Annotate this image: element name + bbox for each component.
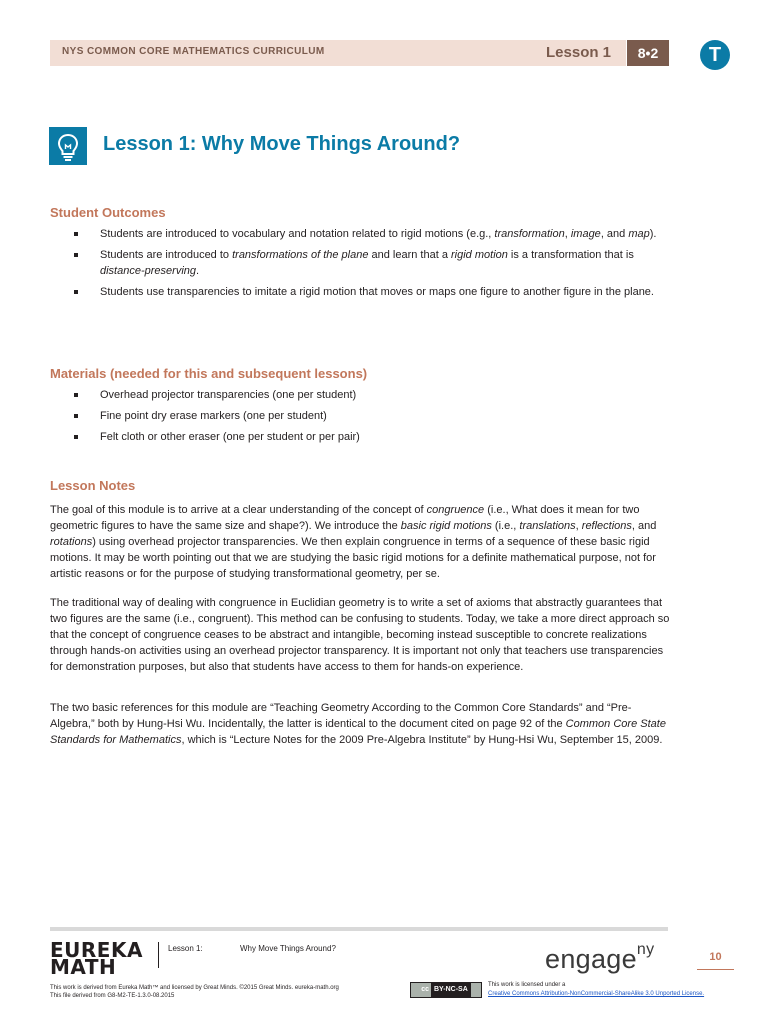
engageny-logo: engage$^{ny}$ bbox=[545, 941, 655, 974]
lesson-notes-heading: Lesson Notes bbox=[50, 478, 136, 493]
grade-module-badge: 8•2 bbox=[627, 40, 669, 66]
eureka-math-logo: EUREKA MATH bbox=[50, 938, 143, 979]
fine-print-copyright: This work is derived from Eureka Math™ and licensed by Great Minds. ©2015 Great Minds. eureka-math.org bbox=[50, 985, 339, 991]
page-number: 10 bbox=[709, 951, 722, 963]
lesson-notes-paragraph: The two basic references for this module are “Teaching Geometry According to the Common Core Standards” and “Pre-Algebra,” both by Hung-Hsi Wu. Incidentally, the latter is identical to the document cited on page 92 of the Common Core State Standards for Mathematics, which is “Lecture Notes for the 2009 Pre-Algebra Institute” by Hung-Hsi Wu, September 15, 2009. bbox=[50, 702, 666, 746]
curriculum-label: NYS COMMON CORE MATHEMATICS CURRICULUM bbox=[62, 46, 325, 57]
footer-lesson-label: Lesson 1: bbox=[168, 944, 203, 953]
materials-heading: Materials (needed for this and subsequent lessons) bbox=[50, 366, 368, 381]
lightbulb-icon bbox=[49, 127, 87, 165]
bullet-icon bbox=[74, 435, 78, 439]
material-item: Felt cloth or other eraser (one per student or per pair) bbox=[72, 429, 672, 445]
bullet-icon bbox=[74, 253, 78, 257]
license-text: This work is licensed under a bbox=[488, 982, 566, 988]
lesson-notes-paragraph: The traditional way of dealing with congruence in Euclidian geometry is to write a set of axioms that abstractly guarantees that two figures are the same (i.e., congruent). This method can be confusing to students. Today, we take a more direct approach so that the concept of congruence ceases to be abstract and intangible, becoming instead susceptible to concrete realizations through hands-on activities using an overhead projector transparency. It is important not only that teachers use transparencies for demonstration purposes, but also that students have access to them for hands-on experience. bbox=[50, 597, 670, 673]
footer-vertical-divider bbox=[158, 942, 159, 968]
outcome-item: Students are introduced to transformations of the plane and learn that a rigid motion is a transformation that is distance-preserving. bbox=[72, 247, 672, 279]
creative-commons-badge: cc BY-NC-SA bbox=[410, 982, 482, 998]
student-outcomes-heading: Student Outcomes bbox=[50, 205, 166, 220]
header-lesson: Lesson 1 bbox=[546, 44, 612, 61]
teacher-badge: T bbox=[700, 40, 730, 70]
material-item: Fine point dry erase markers (one per student) bbox=[72, 408, 672, 424]
page-number-underline bbox=[697, 969, 734, 970]
license-link[interactable]: Creative Commons Attribution-NonCommercial-ShareAlike 3.0 Unported License. bbox=[488, 991, 705, 997]
outcomes-list bbox=[72, 226, 672, 305]
footer-divider bbox=[50, 927, 668, 931]
page-title: Lesson 1: Why Move Things Around? bbox=[103, 133, 461, 155]
material-item: Overhead projector transparencies (one per student) bbox=[72, 387, 672, 403]
outcome-item: Students use transparencies to imitate a rigid motion that moves or maps one figure to another figure in the plane. bbox=[72, 284, 672, 300]
bullet-icon bbox=[74, 232, 78, 236]
materials-list bbox=[72, 387, 672, 450]
fine-print-file: This file derived from G8-M2-TE-1.3.0-08.2015 bbox=[50, 993, 175, 999]
bullet-icon bbox=[74, 290, 78, 294]
bullet-icon bbox=[74, 393, 78, 397]
bullet-icon bbox=[74, 414, 78, 418]
footer-lesson-title: Why Move Things Around? bbox=[240, 944, 336, 953]
outcome-item: Students are introduced to vocabulary and notation related to rigid motions (e.g., transformation, image, and map). bbox=[72, 226, 672, 242]
lesson-notes-paragraph: The goal of this module is to arrive at a clear understanding of the concept of congruence (i.e., What does it mean for two geometric figures to have the same size and shape?). We introduce the basic rigid motions (i.e., translations, reflections, and rotations) using overhead projector transparencies. We then explain congruence in terms of a sequence of these basic rigid motions. It may be worth pointing out that we are studying the basic rigid motions for a definite mathematical purpose, not for artistic reasons or for the purpose of studying transformational geometry, per se. bbox=[50, 504, 657, 580]
